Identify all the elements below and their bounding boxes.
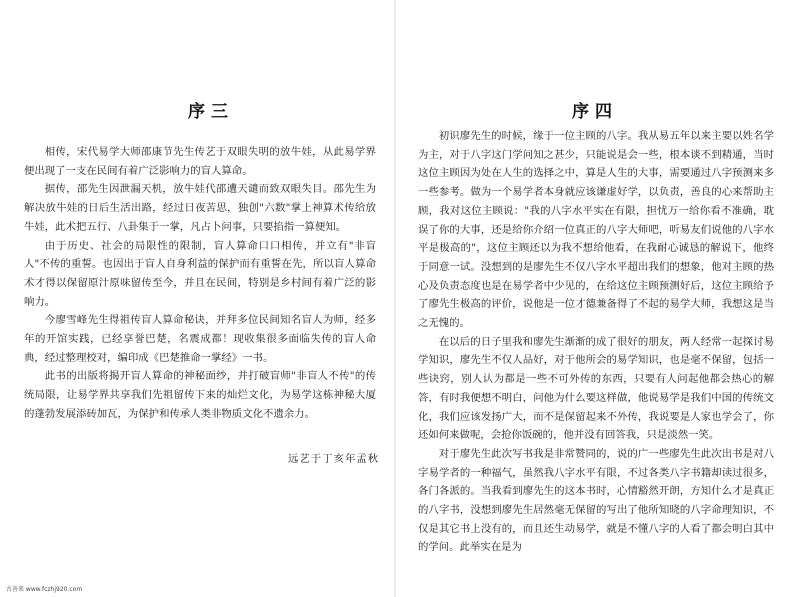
preface-three-body	[24, 143, 376, 424]
preface-four-paragraph-1: 初识廖先生的时候，缘于一位主顾的八字。我从易五年以来主要以姓名学为主，对于八字这门学问知之甚少，只能说是会一些，根本谈不到精通，当时这位主顾因为处在人生的选择之中，算是人生的大事，需要通过八字预测来多一些参考。做为一个易学者本身就应该谦虚好学，以负责，善良的心来帮助主顾，我对这位主顾说："我的八字水平实在有限，担忧万一给你看不准确，耽误了你的大事，还是给你介绍一位真正的八字大师吧，听易友们说他的八字水平是极高的"，这位主顾还以为我不想给他看，在我耐心诚恳的解说下，他终于同意一试。没想到的是廖先生不仅八字水平超出我们的想象，他对主顾的热心及负责态度也是在易学者中少见的，在给这位主顾预测好后，这位主顾给予了廖先生极高的评价，说他是一位才德兼备得了不起的易学大师，我想这是当之无愧的。	[418, 130, 774, 330]
preface-four-paragraph-2: 在以后的日子里我和廖先生渐渐的成了很好的朋友，两人经常一起探讨易学知识，廖先生不仅人品好，对于他所会的易学知识，也是毫不保留，包括一些诀窍，别人认为都是一些不可外传的东西，只要有人问起他都会热心的解答，有时我便想不明白，问他为什么要这样做，他说易学是我们中国的传统文化，我们应该发扬广大，而不是保留起来不外传，我说要是人家也学会了，你还如何来做呢，会抢你饭碗的，他并没有回答我，只是淡然一笑。	[418, 335, 774, 442]
preface-three-paragraph-2: 据传，邵先生因泄漏天机，放牛娃代邵遭天谴而致双眼失目。邵先生为解决放牛娃的日后生活出路，经过日夜苦思，独创"六数"掌上神算术传给放牛娃，此术把五行、八卦集于一掌，凡占卜问事，只要掐指一算便知。	[24, 183, 376, 233]
watermark-footer: 古善来 www.fczhj920.com	[6, 586, 83, 593]
right-page	[396, 0, 793, 597]
preface-three-title: 序三	[188, 102, 234, 122]
preface-three-paragraph-3: 由于历史、社会的局限性的限制，盲人算命口口相传，并立有"非盲人"不传的重誓。也因出于盲人自身利益的保护而有重誓在先，所以盲人算命术才得以保留原汁原味留传至今，并且在民间，特别是乡村间有着广泛的影响力。	[24, 239, 376, 308]
left-page	[0, 0, 396, 597]
preface-three-paragraph-1: 相传，宋代易学大师邵康节先生传艺于双眼失明的放牛娃，从此易学界便出现了一支在民间有着广泛影响力的盲人算命。	[24, 146, 376, 177]
preface-four-paragraph-3: 对于廖先生此次写书我是非常赞同的，说的广一些廖先生此次出书是对八字易学者的一种福气，虽然我八字水平有限，不过各类八字书籍却读过很多，各门各派的。当我看到廖先生的这本书时，心情豁然开朗，方知什么才是真正的八字书，没想到廖先生居然毫无保留的写出了他所知晓的八字命理知识，不仅是其它书上没有的，而且还生动易学，就是不懂八字的人看了都会明白其中的学问。此举实在是为	[418, 447, 774, 554]
preface-four-body	[418, 127, 774, 557]
preface-three-paragraph-5: 此书的出版将揭开盲人算命的神秘面纱，并打破盲师"非盲人不传"的传统局限，让易学界共享我们先祖留传下来的灿烂文化，为易学这栋神秘大厦的蓬勃发展添砖加瓦，为保护和传承人类非物质文化不遗余力。	[24, 370, 376, 420]
preface-four-title: 序四	[572, 102, 618, 122]
preface-three-signature: 远艺于丁亥年孟秋	[288, 453, 380, 465]
preface-three-paragraph-4: 今廖雪峰先生得祖传盲人算命秘诀，并拜多位民间知名盲人为师，经多年的开馆实践，已经享誉巴楚，名震成都！现收集很多面临失传的盲人命典，经过整理校对，编印成《巴楚推命一掌经》一书。	[24, 314, 376, 364]
